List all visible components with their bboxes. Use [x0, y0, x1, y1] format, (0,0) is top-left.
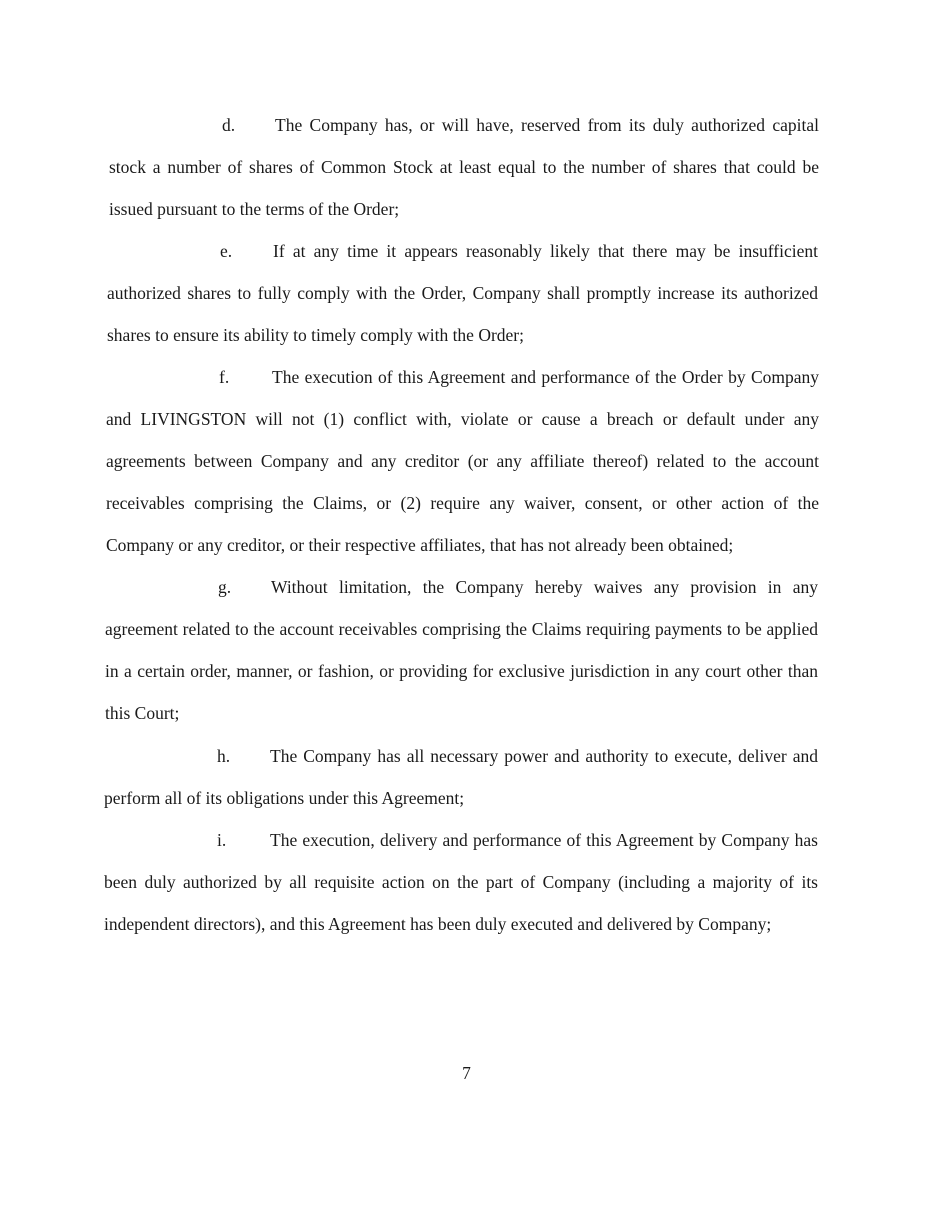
paragraph-marker: f.: [219, 367, 230, 387]
paragraph-e: [107, 230, 818, 356]
paragraph-text: If at any time it appears reasonably likely that there may be insufficient authorized shares to fully comply with the Order, Company shall promptly increase its authorized shares to ensure its ability to timely comply with the Order;: [107, 241, 818, 345]
paragraph-marker: h.: [217, 746, 231, 766]
paragraph-text: The execution of this Agreement and performance of the Order by Company and LIVINGSTON will not (1) conflict with, violate or cause a breach or default under any agreements between Company and any creditor (or any affiliate thereof) related to the account receivables comprising the Claims, or (2) require any waiver, consent, or other action of the Company or any creditor, or their respective affiliates, that has not already been obtained;: [106, 367, 819, 555]
paragraph-g: [105, 566, 818, 734]
paragraph-text: The Company has all necessary power and authority to execute, deliver and perform all of its obligations under this Agreement;: [104, 746, 818, 808]
paragraph-f: [106, 356, 819, 566]
paragraph-i: [104, 819, 818, 945]
paragraph-text: The Company has, or will have, reserved from its duly authorized capital stock a number of shares of Common Stock at least equal to the number of shares that could be issued pursuant to the terms of the Order;: [109, 115, 819, 219]
page-number: 7: [462, 1063, 471, 1083]
paragraph-text: Without limitation, the Company hereby waives any provision in any agreement related to the account receivables comprising the Claims requiring payments to be applied in a certain order, manner, or fashion, or providing for exclusive jurisdiction in any court other than this Court;: [105, 577, 818, 723]
paragraph-marker: d.: [222, 115, 236, 135]
paragraph-text: The execution, delivery and performance of this Agreement by Company has been duly authorized by all requisite action on the part of Company (including a majority of its independent directors), and this Agreement has been duly executed and delivered by Company;: [104, 830, 818, 934]
paragraph-h: [104, 735, 818, 819]
paragraph-marker: i.: [217, 830, 227, 850]
paragraph-d: [109, 104, 819, 230]
paragraph-marker: g.: [218, 577, 232, 597]
paragraph-marker: e.: [220, 241, 233, 261]
